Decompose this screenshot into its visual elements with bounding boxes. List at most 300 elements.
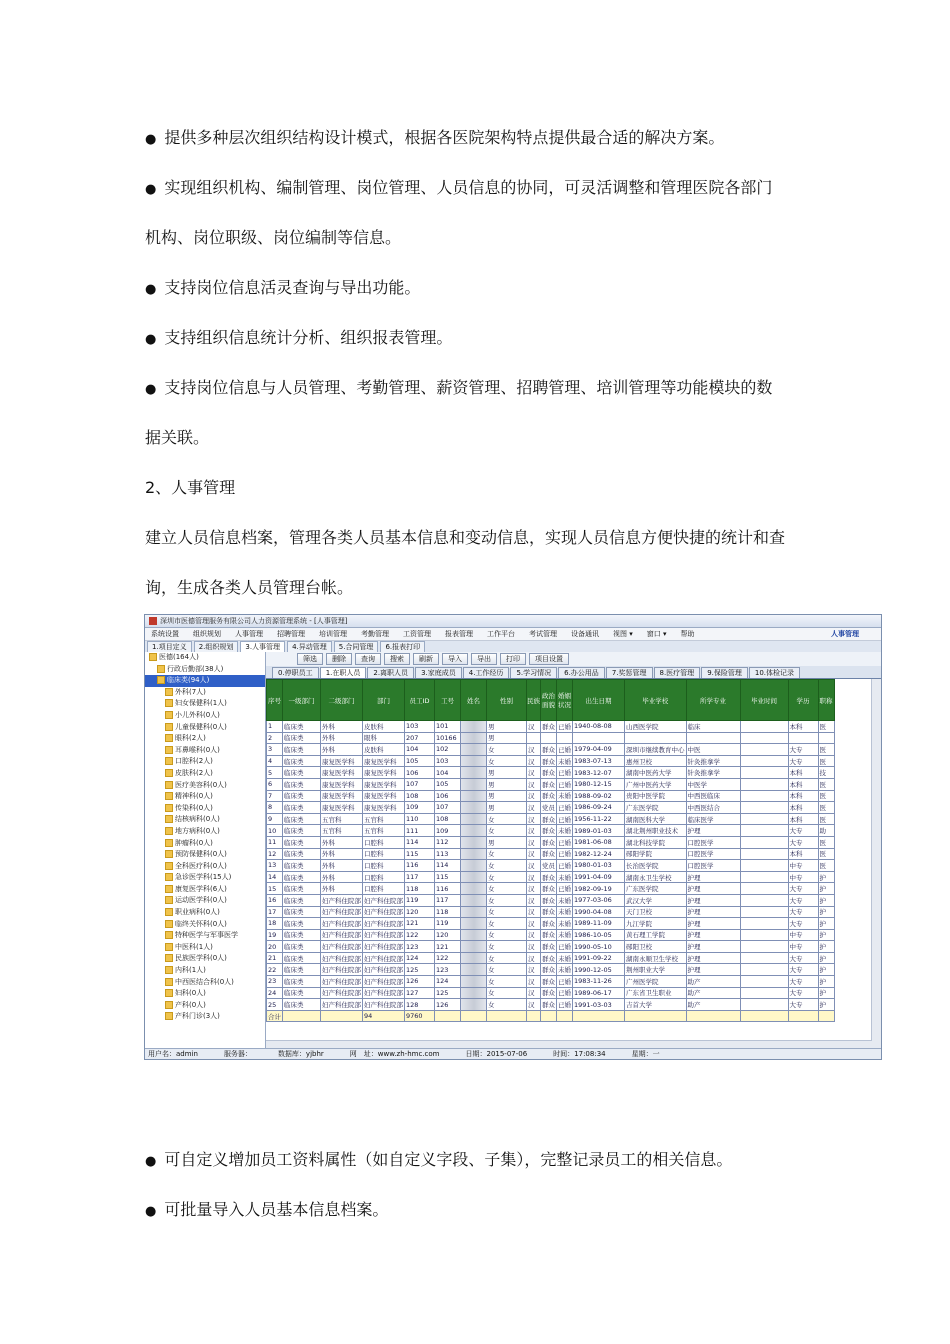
menu-item[interactable]: 人事管理 [235,630,263,638]
table-cell: 大专 [788,836,818,848]
table-cell: 已婚 [557,987,573,999]
table-cell: 6 [267,778,283,790]
table-cell: 群众 [541,755,557,767]
table-cell: 临床类 [283,976,321,988]
table-cell: 黄石理工学院 [625,929,687,941]
tree-node[interactable] [145,988,265,1000]
sum-cell [788,1010,818,1022]
sub-tab[interactable]: 9.保险管理 [701,667,748,678]
tree-node[interactable] [145,675,265,687]
tree-node[interactable] [145,826,265,838]
tree-node[interactable] [145,652,265,664]
table-cell: 1990-05-10 [573,941,625,953]
sum-cell [527,1010,541,1022]
tree-node[interactable] [145,687,265,699]
toolbar-button[interactable]: 刷新 [413,653,439,665]
table-cell [686,732,740,744]
table-row[interactable] [267,825,835,837]
folder-icon [165,931,173,939]
table-cell: 107 [435,802,461,814]
table-cell: 护理 [686,952,740,964]
mdi-tab[interactable]: 4.异动管理 [287,641,332,652]
table-cell: 106 [435,790,461,802]
table-cell: 20 [267,941,283,953]
table-cell: 妇产科住院部 [363,894,405,906]
table-cell: 汉 [527,721,541,733]
sub-tab[interactable]: 6.办公用品 [558,667,605,678]
tree-node[interactable] [145,895,265,907]
tree-node-label: 医疗美容科(0人) [175,780,227,789]
table-cell: 1990-04-08 [573,906,625,918]
table-cell: 207 [405,732,435,744]
tree-node[interactable] [145,1011,265,1023]
toolbar-button[interactable]: 删除 [326,653,352,665]
table-cell: 妇产科住院部 [363,952,405,964]
sum-cell [573,1010,625,1022]
table-row[interactable] [267,894,835,906]
table-cell [740,999,788,1011]
tree-node[interactable] [145,722,265,734]
tree-node[interactable] [145,861,265,873]
table-cell: 本科 [788,721,818,733]
table-cell: 妇产科住院部 [321,964,363,976]
table-cell: 群众 [541,976,557,988]
table-cell: 23 [267,976,283,988]
table-cell: 妇产科住院部 [321,929,363,941]
sum-cell [557,1010,573,1022]
table-cell: 临床类 [283,732,321,744]
table-cell: 已婚 [557,778,573,790]
table-cell: 妇产科住院部 [321,976,363,988]
tree-node-label: 民族医学科(0人) [175,954,227,963]
table-row[interactable] [267,767,835,779]
table-cell: 女 [487,941,527,953]
sub-tab[interactable]: 3.家庭成员 [415,667,462,678]
tree-node-label: 临终关怀科(0人) [175,919,227,928]
table-cell: 妇产科住院部 [363,941,405,953]
table-row[interactable] [267,813,835,825]
table-cell: 临床类 [283,987,321,999]
table-cell: 汉 [527,755,541,767]
table-cell: 外科 [321,836,363,848]
tree-node[interactable] [145,942,265,954]
table-cell: 女 [487,999,527,1011]
toolbar-button[interactable]: 筛选 [297,653,323,665]
table-cell [461,825,487,837]
table-cell: 技 [818,767,834,779]
module-title: 人事管理 [831,630,859,638]
table-cell: 临床类 [283,941,321,953]
menu-item[interactable]: 招聘管理 [277,630,305,638]
table-cell: 21 [267,952,283,964]
table-cell: 1982-09-19 [573,883,625,895]
table-cell: 群众 [541,906,557,918]
table-cell: 口腔科 [363,848,405,860]
tree-node[interactable] [145,745,265,757]
table-cell: 125 [435,987,461,999]
table-cell: 临床类 [283,767,321,779]
tree-node[interactable] [145,768,265,780]
table-cell: 未婚 [557,825,573,837]
menu-item[interactable]: 设备通讯 [571,630,599,638]
table-cell: 大专 [788,906,818,918]
column-header[interactable]: 序号 [267,680,283,721]
table-cell: 康复医学科 [321,767,363,779]
table-cell: 1979-04-09 [573,744,625,756]
table-cell [740,871,788,883]
table-cell: 临床类 [283,952,321,964]
folder-icon [165,688,173,696]
table-cell: 大专 [788,999,818,1011]
table-cell: 党员 [541,802,557,814]
column-header[interactable]: 性别 [487,680,527,721]
toolbar-button[interactable]: 打印 [500,653,526,665]
sub-tab[interactable]: 7.奖惩管理 [606,667,653,678]
table-cell: 长治医学院 [625,860,687,872]
paragraph: 询，生成各类人员管理台帐。 [145,578,354,597]
table-cell [461,952,487,964]
table-cell: 未婚 [557,918,573,930]
mdi-tab[interactable]: 5.合同管理 [334,641,379,652]
table-cell: 湖南医科大学 [625,813,687,825]
table-cell: 25 [267,999,283,1011]
table-cell: 群众 [541,790,557,802]
table-cell: 群众 [541,767,557,779]
table-cell [740,813,788,825]
toolbar-button[interactable]: 查询 [355,653,381,665]
tree-node[interactable] [145,838,265,850]
table-row[interactable] [267,918,835,930]
table-cell: 104 [405,744,435,756]
toolbar-button[interactable]: 搜索 [384,653,410,665]
table-cell: 群众 [541,929,557,941]
table-cell: 汉 [527,825,541,837]
table-cell: 贵阳中医学院 [625,790,687,802]
table-cell: 2 [267,732,283,744]
table-row[interactable] [267,755,835,767]
table-cell: 1983-07-13 [573,755,625,767]
tree-node[interactable] [145,814,265,826]
menu-item[interactable]: 培训管理 [319,630,347,638]
table-row[interactable] [267,987,835,999]
table-cell: 女 [487,883,527,895]
table-cell: 妇产科住院部 [363,929,405,941]
table-cell: 女 [487,987,527,999]
column-header[interactable]: 婚姻状况 [557,680,573,721]
table-cell: 未婚 [557,871,573,883]
table-row[interactable] [267,860,835,872]
sub-tab[interactable]: 4.工作经历 [463,667,510,678]
mdi-tab[interactable]: 3.人事管理 [240,641,285,652]
table-row[interactable] [267,906,835,918]
table-row[interactable] [267,778,835,790]
table-cell: 医 [818,790,834,802]
tree-node-label: 外科(7人) [175,687,206,696]
table-cell: 康复医学科 [321,778,363,790]
tree-node-label: 中医科(1人) [175,942,213,951]
column-header[interactable]: 学历 [788,680,818,721]
sub-tab[interactable]: 0.停职员工 [272,667,319,678]
column-header[interactable]: 部门 [363,680,405,721]
tree-node[interactable] [145,849,265,861]
folder-icon [165,978,173,986]
column-header[interactable]: 所学专业 [686,680,740,721]
table-cell: 临床类 [283,918,321,930]
tree-node-label: 小儿外科(0人) [175,710,220,719]
table-cell: 123 [435,964,461,976]
table-cell: 1991-09-22 [573,952,625,964]
folder-icon [165,723,173,731]
toolbar-button[interactable]: 项目设置 [529,653,569,665]
table-cell: 深圳市继续教育中心 [625,744,687,756]
table-cell: 荆州职业大学 [625,964,687,976]
table-cell [461,918,487,930]
sub-tab[interactable]: 5.学习情况 [510,667,557,678]
tree-node[interactable] [145,977,265,989]
table-cell: 本科 [788,767,818,779]
table-row[interactable] [267,976,835,988]
table-cell: 医 [818,802,834,814]
tree-node[interactable] [145,1000,265,1012]
sub-tab[interactable]: 1.在职人员 [320,667,367,678]
org-tree[interactable] [145,652,266,1049]
table-cell: 女 [487,906,527,918]
table-cell: 女 [487,929,527,941]
column-header[interactable]: 民族 [527,680,541,721]
table-cell: 127 [405,987,435,999]
table-cell: 护 [818,894,834,906]
column-header[interactable]: 职称 [818,680,834,721]
table-cell: 天门卫校 [625,906,687,918]
sum-cell [321,1010,363,1022]
table-cell: 妇产科住院部 [321,894,363,906]
tree-node[interactable] [145,791,265,803]
table-cell: 13 [267,860,283,872]
tree-node-label: 口腔科(2人) [175,757,213,766]
window-title: 深圳市医德管理服务有限公司人力资源管理系统 - [人事管理] [160,617,348,625]
table-row[interactable] [267,732,835,744]
table-cell [740,721,788,733]
tree-node-label: 运动医学科(0人) [175,896,227,905]
tree-node[interactable] [145,907,265,919]
table-cell: 115 [405,848,435,860]
status-item: 星期：一 [631,1050,660,1058]
table-row[interactable] [267,836,835,848]
tree-node[interactable] [145,965,265,977]
folder-icon [165,908,173,916]
tree-node[interactable] [145,930,265,942]
table-cell: 112 [435,836,461,848]
tree-node[interactable] [145,780,265,792]
table-cell: 女 [487,825,527,837]
table-cell: 针灸推拿学 [686,767,740,779]
table-cell: 群众 [541,848,557,860]
column-header[interactable]: 姓名 [461,680,487,721]
sub-tab[interactable]: 10.体检记录 [749,667,800,678]
paragraph: ● 支持岗位信息与人员管理、考勤管理、薪资管理、招聘管理、培训管理等功能模块的数 [145,377,772,401]
tree-node-label: 皮肤科(2人) [175,768,213,777]
menu-item[interactable]: 报表管理 [445,630,473,638]
table-cell: 康复医学科 [321,802,363,814]
column-header[interactable]: 工号 [435,680,461,721]
menu-item[interactable]: 视图 ▾ [613,630,633,638]
table-cell: 湖南永卫生学校 [625,871,687,883]
sub-tab[interactable]: 8.医疗管理 [654,667,701,678]
menu-item[interactable]: 考试管理 [529,630,557,638]
table-cell [461,721,487,733]
mdi-tab[interactable]: 6.报表打印 [380,641,425,652]
table-cell: 临床类 [283,755,321,767]
table-row[interactable] [267,871,835,883]
table-cell: 女 [487,952,527,964]
table-cell [740,802,788,814]
employee-grid[interactable] [266,679,881,1049]
tree-node[interactable] [145,919,265,931]
toolbar-button[interactable]: 导入 [442,653,468,665]
table-cell: 护 [818,918,834,930]
table-cell: 男 [487,790,527,802]
sum-row [267,1010,835,1022]
table-cell: 临床类 [283,860,321,872]
table-cell: 大专 [788,952,818,964]
table-cell: 本科 [788,848,818,860]
tree-node[interactable] [145,698,265,710]
table-cell [573,732,625,744]
folder-icon [165,873,173,881]
table-row[interactable] [267,721,835,733]
paragraph: 2、人事管理 [145,478,236,497]
table-cell: 护理 [686,929,740,941]
column-header[interactable]: 员工ID [405,680,435,721]
app-logo-icon [149,617,157,625]
table-cell: 医 [818,721,834,733]
tree-node[interactable] [145,872,265,884]
table-cell: 125 [405,964,435,976]
table-cell: 湖北科技学院 [625,836,687,848]
menu-item[interactable]: 工作平台 [487,630,515,638]
table-cell: 122 [435,952,461,964]
table-cell: 临床类 [283,894,321,906]
table-cell: 临床类 [283,848,321,860]
table-cell: 126 [405,976,435,988]
table-cell: 男 [487,778,527,790]
menu-item[interactable]: 窗口 ▾ [646,630,667,638]
mdi-tab[interactable]: 2.组织规划 [194,641,239,652]
table-cell: 未婚 [557,929,573,941]
table-cell: 郧阳卫校 [625,941,687,953]
menu-item[interactable]: 组织规划 [193,630,221,638]
table-cell: 未婚 [557,790,573,802]
table-cell: 4 [267,755,283,767]
folder-icon [165,920,173,928]
paragraph: ● 支持组织信息统计分析、组织报表管理。 [145,327,452,351]
table-cell [461,894,487,906]
table-cell: 女 [487,848,527,860]
table-row[interactable] [267,802,835,814]
table-cell: 临床类 [283,813,321,825]
table-cell: 本科 [788,778,818,790]
table-cell: 1980-01-03 [573,860,625,872]
mdi-tab[interactable]: 1.项目定义 [147,641,192,652]
table-row[interactable] [267,848,835,860]
table-cell [740,848,788,860]
column-header[interactable]: 二级部门 [321,680,363,721]
table-cell: 汉 [527,860,541,872]
tree-node-label: 妇科(0人) [175,989,206,998]
table-cell [788,732,818,744]
column-header[interactable]: 一级部门 [283,680,321,721]
table-cell: 女 [487,755,527,767]
table-cell: 临床类 [283,929,321,941]
vertical-scrollbar[interactable] [871,679,881,1049]
column-header[interactable]: 政治面貌 [541,680,557,721]
tree-node[interactable] [145,710,265,722]
table-cell: 汉 [527,848,541,860]
table-row[interactable] [267,790,835,802]
table-cell: 1991-03-03 [573,999,625,1011]
menu-bar [145,628,881,641]
menu-item[interactable]: 系统设置 [151,630,179,638]
table-cell: 123 [405,941,435,953]
table-row[interactable] [267,964,835,976]
table-cell: 12 [267,848,283,860]
column-header[interactable]: 毕业时间 [740,680,788,721]
table-cell: 临床类 [283,999,321,1011]
tree-node[interactable] [145,756,265,768]
toolbar-button[interactable]: 导出 [471,653,497,665]
table-cell: 群众 [541,744,557,756]
sub-tab[interactable]: 2.离职人员 [367,667,414,678]
column-header[interactable]: 出生日期 [573,680,625,721]
folder-icon [165,734,173,742]
table-cell [740,860,788,872]
table-cell: 群众 [541,813,557,825]
sum-cell [487,1010,527,1022]
table-row[interactable] [267,999,835,1011]
table-cell: 男 [487,767,527,779]
table-cell: 妇产科住院部 [363,906,405,918]
employee-table [266,679,835,1022]
tree-node[interactable] [145,733,265,745]
tree-node[interactable] [145,884,265,896]
menu-item[interactable]: 帮助 [680,630,695,638]
table-cell: 已婚 [557,860,573,872]
table-cell: 24 [267,987,283,999]
column-header[interactable]: 毕业学校 [625,680,687,721]
paragraph: ● 提供多种层次组织结构设计模式，根据各医院架构特点提供最合适的解决方案。 [145,127,724,151]
table-cell: 临床类 [283,802,321,814]
table-row[interactable] [267,952,835,964]
table-cell: 康复医学科 [321,755,363,767]
table-row[interactable] [267,929,835,941]
tree-node[interactable] [145,664,265,676]
table-row[interactable] [267,941,835,953]
tree-node[interactable] [145,803,265,815]
table-row[interactable] [267,883,835,895]
status-bar [145,1048,881,1059]
table-cell: 惠州卫校 [625,755,687,767]
table-cell: 湖南中医药大学 [625,767,687,779]
table-row[interactable] [267,744,835,756]
table-cell: 103 [435,755,461,767]
table-cell [740,767,788,779]
folder-icon [165,862,173,870]
table-cell: 本科 [788,802,818,814]
table-cell: 本科 [788,790,818,802]
tree-node[interactable] [145,953,265,965]
menu-item[interactable]: 工资管理 [403,630,431,638]
menu-item[interactable]: 考勤管理 [361,630,389,638]
